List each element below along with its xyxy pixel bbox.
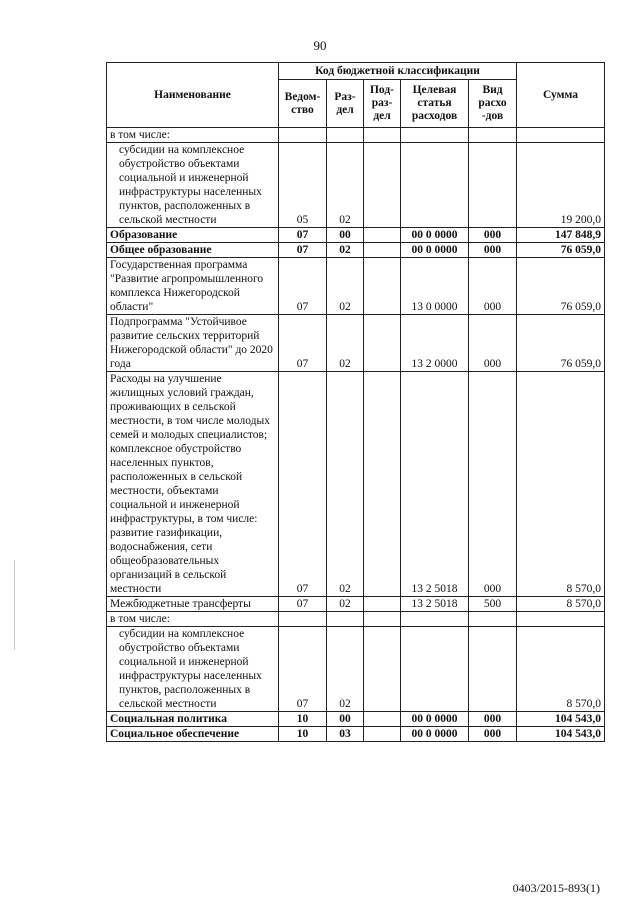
cell-podrazdel xyxy=(364,597,401,612)
cell-vedomstvo: 07 xyxy=(279,597,327,612)
cell-celevaya xyxy=(401,128,469,143)
cell-sum: 19 200,0 xyxy=(517,143,605,228)
table-row xyxy=(107,143,605,228)
cell-celevaya: 13 2 5018 xyxy=(401,372,469,597)
cell-podrazdel xyxy=(364,243,401,258)
cell-vid xyxy=(469,128,517,143)
table-row xyxy=(107,372,605,597)
header-classification: Код бюджетной классификации xyxy=(279,63,517,80)
cell-razdel: 02 xyxy=(327,143,364,228)
cell-name: Социальная политика xyxy=(107,712,279,727)
cell-name: Государственная программа "Развитие агропромышленного комплекса Нижегородской области" xyxy=(107,258,279,315)
cell-sum: 147 848,9 xyxy=(517,228,605,243)
cell-vedomstvo: 07 xyxy=(279,258,327,315)
header-razdel: Раз-дел xyxy=(327,80,364,128)
cell-vedomstvo xyxy=(279,128,327,143)
table-row xyxy=(107,258,605,315)
cell-name: Социальное обеспечение xyxy=(107,727,279,742)
cell-vid: 000 xyxy=(469,727,517,742)
cell-name: Межбюджетные трансферты xyxy=(107,597,279,612)
header-celevaya: Целевая статья расходов xyxy=(401,80,469,128)
cell-sum: 8 570,0 xyxy=(517,372,605,597)
cell-vedomstvo: 10 xyxy=(279,727,327,742)
cell-name: Подпрограмма "Устойчивое развитие сельских территорий Нижегородской области" до 2020 года xyxy=(107,315,279,372)
cell-sum: 104 543,0 xyxy=(517,712,605,727)
cell-razdel: 02 xyxy=(327,315,364,372)
budget-table xyxy=(106,62,605,742)
cell-sum: 76 059,0 xyxy=(517,315,605,372)
cell-celevaya: 13 2 5018 xyxy=(401,597,469,612)
cell-name: в том числе: xyxy=(107,612,279,627)
cell-sum: 104 543,0 xyxy=(517,727,605,742)
cell-vedomstvo: 07 xyxy=(279,243,327,258)
header-podrazdel: Под-раз-дел xyxy=(364,80,401,128)
cell-sum: 8 570,0 xyxy=(517,627,605,712)
cell-razdel xyxy=(327,128,364,143)
cell-razdel: 02 xyxy=(327,597,364,612)
cell-name: в том числе: xyxy=(107,128,279,143)
cell-sum xyxy=(517,128,605,143)
scan-margin-line xyxy=(14,560,15,650)
cell-vedomstvo xyxy=(279,612,327,627)
header-name: Наименование xyxy=(107,63,279,128)
cell-celevaya: 00 0 0000 xyxy=(401,243,469,258)
cell-vedomstvo: 07 xyxy=(279,228,327,243)
cell-vid xyxy=(469,612,517,627)
cell-podrazdel xyxy=(364,315,401,372)
header-vedomstvo: Ведом-ство xyxy=(279,80,327,128)
cell-name: субсидии на комплексное обустройство объектами социальной и инженерной инфраструктуры населенных пунктов, расположенных в сельской местности xyxy=(107,627,279,712)
cell-podrazdel xyxy=(364,143,401,228)
cell-vedomstvo: 07 xyxy=(279,372,327,597)
table-row xyxy=(107,243,605,258)
cell-podrazdel xyxy=(364,258,401,315)
cell-sum: 76 059,0 xyxy=(517,243,605,258)
cell-vid: 000 xyxy=(469,258,517,315)
cell-vedomstvo: 07 xyxy=(279,315,327,372)
cell-podrazdel xyxy=(364,228,401,243)
cell-razdel: 02 xyxy=(327,243,364,258)
table-row xyxy=(107,315,605,372)
table-row xyxy=(107,128,605,143)
cell-podrazdel xyxy=(364,727,401,742)
cell-vid xyxy=(469,627,517,712)
cell-vedomstvo: 07 xyxy=(279,627,327,712)
cell-vid xyxy=(469,143,517,228)
cell-vid: 000 xyxy=(469,228,517,243)
table-row xyxy=(107,597,605,612)
cell-celevaya: 13 0 0000 xyxy=(401,258,469,315)
cell-razdel: 03 xyxy=(327,727,364,742)
cell-razdel: 02 xyxy=(327,627,364,712)
cell-celevaya: 13 2 0000 xyxy=(401,315,469,372)
cell-vedomstvo: 05 xyxy=(279,143,327,228)
cell-vedomstvo: 10 xyxy=(279,712,327,727)
cell-name: субсидии на комплексное обустройство объектами социальной и инженерной инфраструктуры населенных пунктов, расположенных в сельской местности xyxy=(107,143,279,228)
table-row xyxy=(107,228,605,243)
cell-podrazdel xyxy=(364,372,401,597)
table-row xyxy=(107,712,605,727)
cell-razdel: 00 xyxy=(327,712,364,727)
cell-podrazdel xyxy=(364,612,401,627)
table-row xyxy=(107,627,605,712)
cell-podrazdel xyxy=(364,712,401,727)
cell-celevaya xyxy=(401,143,469,228)
cell-celevaya: 00 0 0000 xyxy=(401,228,469,243)
table-row xyxy=(107,612,605,627)
header-sum: Сумма xyxy=(517,63,605,128)
cell-name: Расходы на улучшение жилищных условий граждан, проживающих в сельской местности, в том числе молодых семей и молодых специалистов; комплексное обустройство населенных пунктов, расположенных в сельской местности, объектами социальной и инженерной инфраструктуры, в том числе: развитие газификации, водоснабжения, сети общеобразовательных организаций в сельской местности xyxy=(107,372,279,597)
cell-razdel xyxy=(327,612,364,627)
document-code: 0403/2015-893(1) xyxy=(512,881,600,895)
cell-celevaya: 00 0 0000 xyxy=(401,712,469,727)
cell-razdel: 00 xyxy=(327,228,364,243)
cell-podrazdel xyxy=(364,627,401,712)
header-vid: Вид расхо -дов xyxy=(469,80,517,128)
cell-sum: 76 059,0 xyxy=(517,258,605,315)
cell-vid: 000 xyxy=(469,315,517,372)
cell-vid: 000 xyxy=(469,372,517,597)
cell-sum xyxy=(517,612,605,627)
cell-razdel: 02 xyxy=(327,372,364,597)
cell-razdel: 02 xyxy=(327,258,364,315)
table-row xyxy=(107,727,605,742)
table-body xyxy=(107,128,605,742)
cell-celevaya: 00 0 0000 xyxy=(401,727,469,742)
cell-celevaya xyxy=(401,612,469,627)
cell-sum: 8 570,0 xyxy=(517,597,605,612)
cell-celevaya xyxy=(401,627,469,712)
cell-podrazdel xyxy=(364,128,401,143)
cell-vid: 000 xyxy=(469,243,517,258)
cell-vid: 000 xyxy=(469,712,517,727)
cell-name: Образование xyxy=(107,228,279,243)
page-number: 90 xyxy=(313,38,327,53)
cell-name: Общее образование xyxy=(107,243,279,258)
cell-vid: 500 xyxy=(469,597,517,612)
